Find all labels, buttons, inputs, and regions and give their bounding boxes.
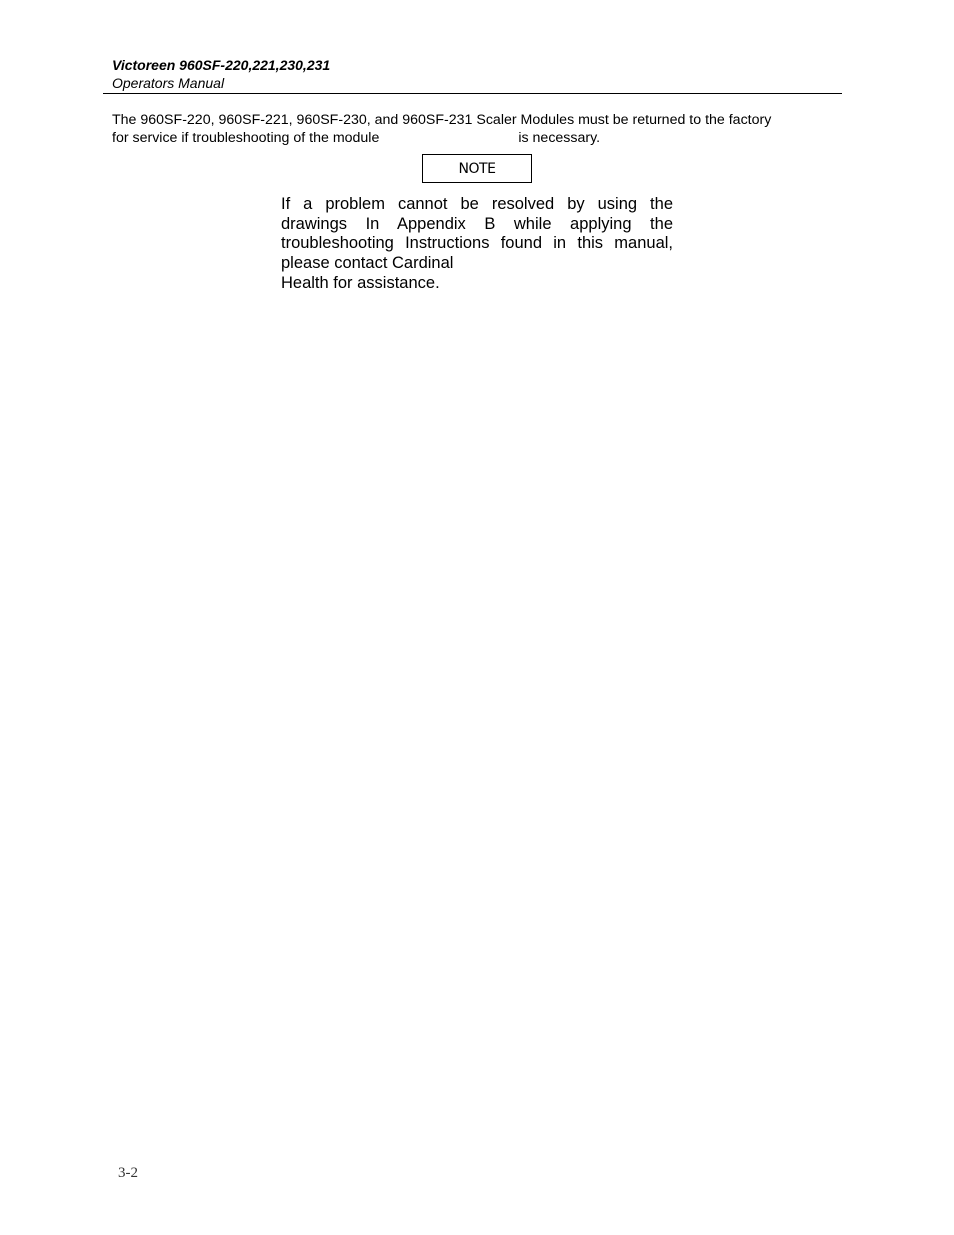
page-number: 3-2 [118,1165,138,1181]
note-line-5: Health for assistance. [281,273,440,292]
intro-paragraph [112,111,847,147]
header-divider [103,93,842,94]
note-label: NOTE [458,160,496,177]
page-header [112,56,842,92]
document-subtitle: Operators Manual [112,75,225,91]
note-label-box [422,154,532,183]
document-title: Victoreen 960SF-220,221,230,231 [112,57,331,73]
intro-line-2 [112,129,847,147]
note-justified-text: If a problem cannot be resolved by using the drawings In Appendix B while applying the troubleshooting Instructions found in this manual, [281,195,673,253]
intro-line-2-start: for service if troubleshooting of the module [112,130,380,146]
intro-line-1: The 960SF-220, 960SF-221, 960SF-230, and 960SF-231 Scaler Modules must be returned to the factory [112,112,772,128]
intro-line-2-end: is necessary. [518,130,601,146]
note-line-4: please contact Cardinal [281,254,454,273]
note-paragraph [281,195,673,294]
